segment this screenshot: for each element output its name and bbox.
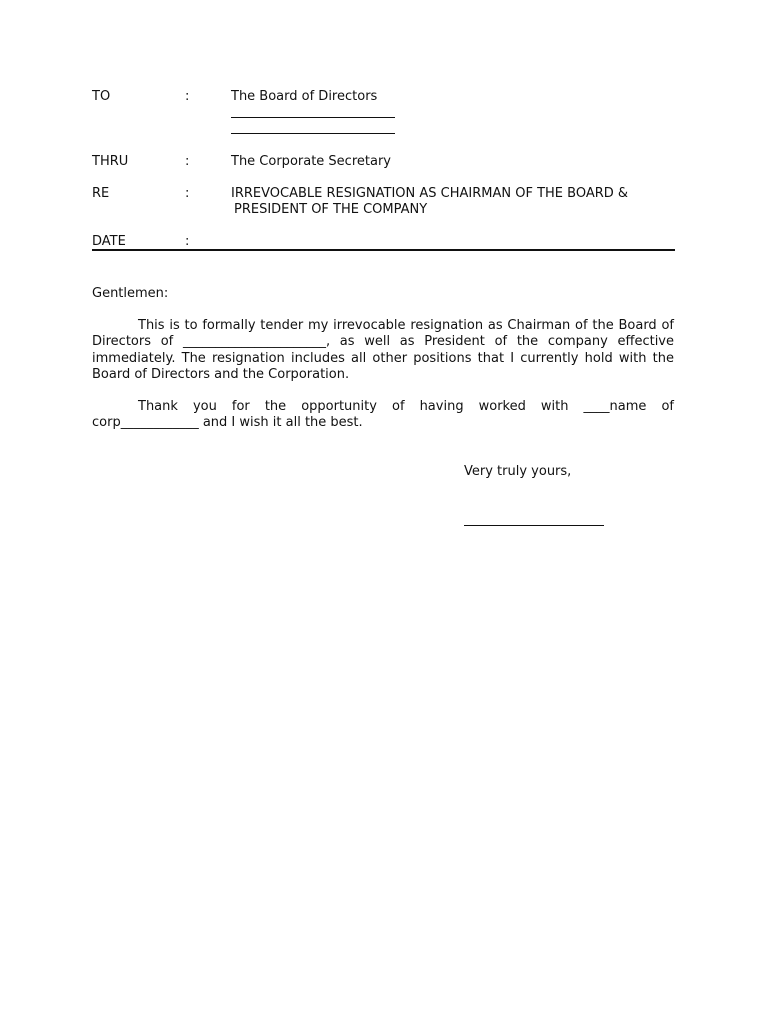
signature-line [464,525,604,526]
date-colon: : [185,234,190,249]
thru-label: THRU [92,154,129,169]
paragraph-resignation-text: This is to formally tender my irrevocable resignation as Chairman of the Board of Directors of ______________________, as well as President of the company effective immediately. The resignation includes all other positions that I currently hold with the Board of Directors and the Corporation. [92,318,674,383]
re-subject-line-2: PRESIDENT OF THE COMPANY [234,202,428,217]
date-label: DATE [92,234,126,249]
re-label: RE [92,186,110,201]
paragraph-thanks [92,399,674,432]
to-colon: : [185,89,190,104]
re-colon: : [185,186,190,201]
thru-colon: : [185,154,190,169]
to-blank-line-1 [231,117,395,118]
salutation: Gentlemen: [92,286,169,301]
paragraph-resignation [92,318,674,384]
to-recipient: The Board of Directors [231,89,378,104]
paragraph-thanks-text: Thank you for the opportunity of having worked with ____name of corp____________ and I wish it all the best. [92,399,674,431]
header-divider [92,249,675,251]
thru-recipient: The Corporate Secretary [231,154,391,169]
to-label: TO [92,89,111,104]
closing: Very truly yours, [464,464,572,479]
re-subject-line-1: IRREVOCABLE RESIGNATION AS CHAIRMAN OF THE BOARD & [231,186,629,201]
to-blank-line-2 [231,133,395,134]
